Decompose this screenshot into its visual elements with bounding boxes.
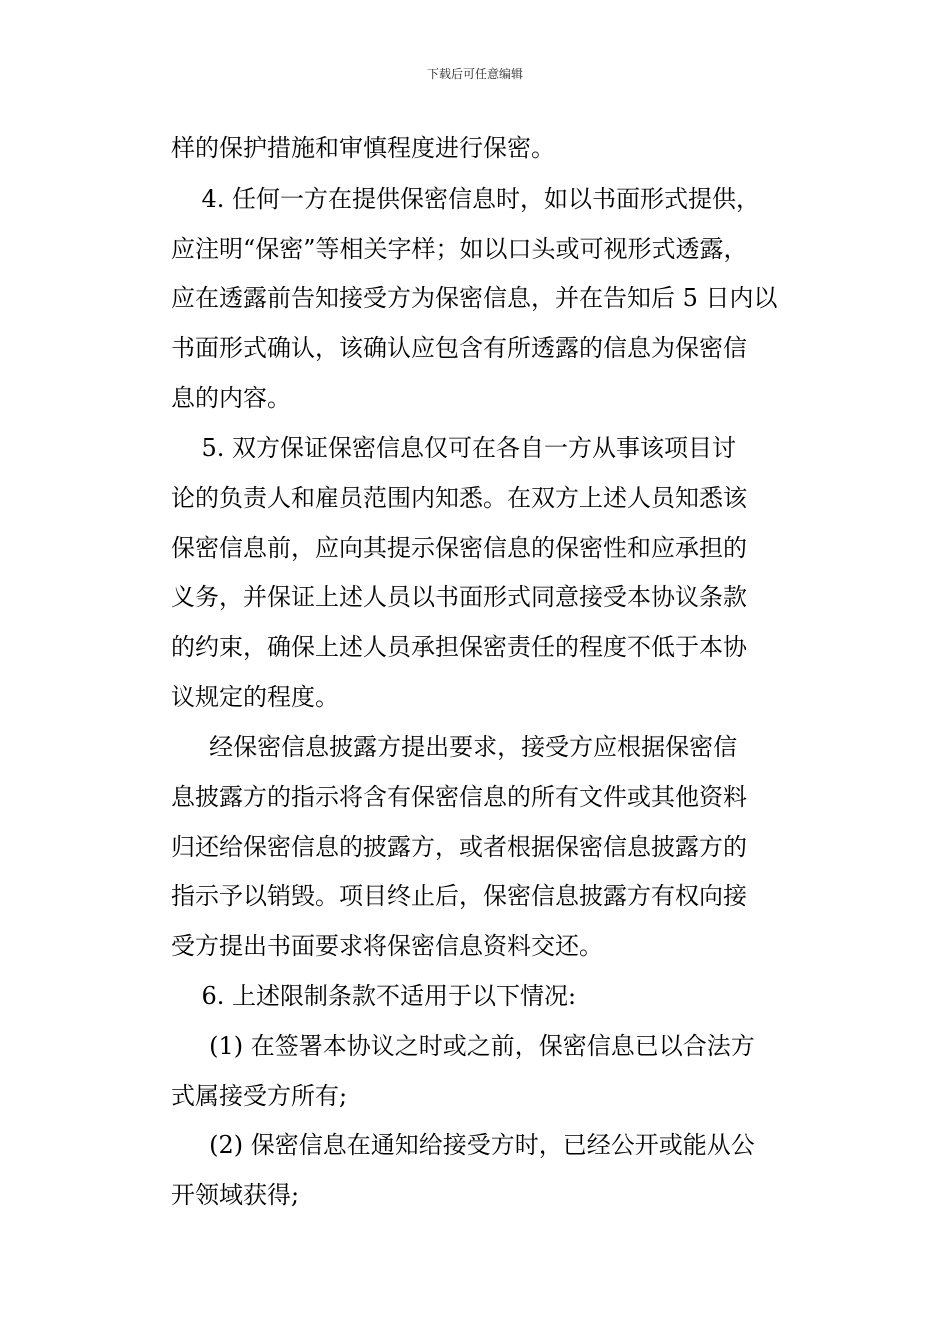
- text-line: 保密信息前，应向其提示保密信息的保密性和应承担的: [171, 534, 747, 562]
- text-line: 经保密信息披露方提出要求，接受方应根据保密信: [171, 733, 738, 761]
- text-line: 息披露方的指示将含有保密信息的所有文件或其他资料: [171, 783, 747, 811]
- text-line: 议规定的程度。: [171, 683, 339, 711]
- text-line: 5. 双方保证保密信息仅可在各自一方从事该项目讨: [171, 434, 737, 462]
- text-line: 样的保护措施和审慎程度进行保密。: [171, 134, 555, 162]
- text-line: 指示予以销毁。项目终止后，保密信息披露方有权向接: [171, 882, 747, 910]
- text-line: 息的内容。: [171, 384, 291, 412]
- text-line: 开领域获得;: [171, 1181, 300, 1209]
- text-line: 受方提出书面要求将保密信息资料交还。: [171, 932, 603, 960]
- text-line: (2) 保密信息在通知给接受方时，已经公开或能从公: [171, 1131, 755, 1159]
- text-line: (1) 在签署本协议之时或之前，保密信息已以合法方: [171, 1032, 755, 1060]
- text-line: 应在透露前告知接受方为保密信息，并在告知后 5 日内以: [171, 284, 778, 312]
- text-line: 义务，并保证上述人员以书面形式同意接受本协议条款: [171, 583, 747, 611]
- text-line: 式属接受方所有;: [171, 1082, 348, 1110]
- text-line: 书面形式确认，该确认应包含有所透露的信息为保密信: [171, 334, 747, 362]
- text-line: 论的负责人和雇员范围内知悉。在双方上述人员知悉该: [171, 484, 747, 512]
- page-header: 下载后可任意编辑: [426, 67, 523, 81]
- text-line: 的约束，确保上述人员承担保密责任的程度不低于本协: [171, 633, 747, 661]
- text-line: 4. 任何一方在提供保密信息时，如以书面形式提供，: [171, 185, 761, 213]
- text-line: 归还给保密信息的披露方，或者根据保密信息披露方的: [171, 833, 747, 861]
- text-line: 6. 上述限制条款不适用于以下情况:: [171, 982, 577, 1010]
- text-line: 应注明“保密”等相关字样；如以口头或可视形式透露，: [171, 235, 748, 263]
